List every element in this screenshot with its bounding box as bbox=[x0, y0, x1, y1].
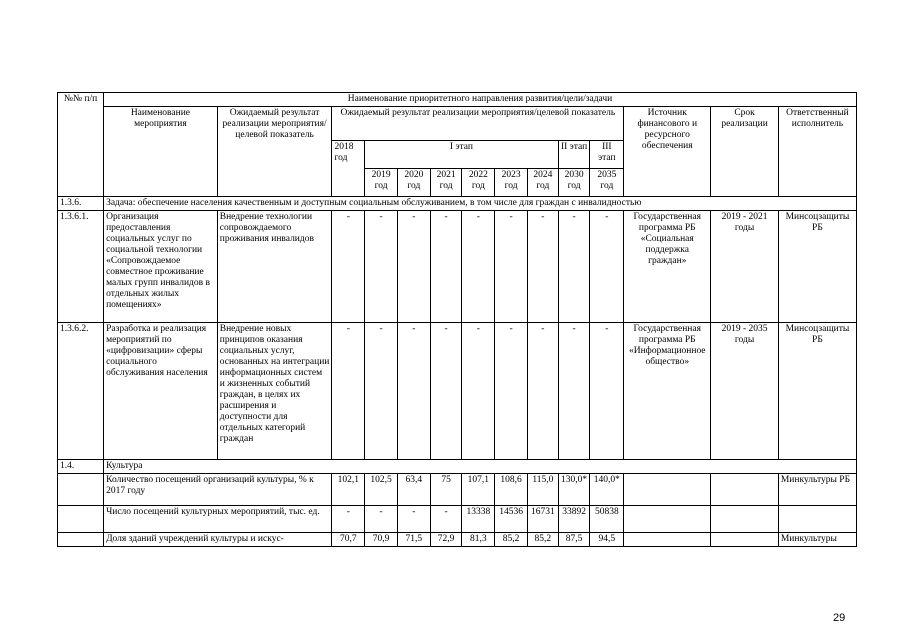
value-cell: - bbox=[430, 506, 462, 533]
value-cell: 16731 bbox=[528, 506, 559, 533]
header-year-2020: 2020 год bbox=[397, 169, 430, 197]
funding-source: Государственная программа РБ «Социальная поддержка граждан» bbox=[624, 211, 711, 323]
value-cell: - bbox=[397, 323, 430, 460]
value-cell: - bbox=[558, 211, 590, 323]
value-cell: 107,1 bbox=[462, 474, 495, 506]
header-source: Источник финансового и ресурсного обеспечения bbox=[624, 107, 711, 197]
header-direction: Наименование приоритетного направления развития/цели/задачи bbox=[104, 93, 857, 107]
table-row bbox=[58, 533, 857, 547]
header-year-2035: 2035 год bbox=[590, 169, 624, 197]
value-cell: 33892 bbox=[558, 506, 590, 533]
value-cell: - bbox=[462, 323, 495, 460]
implementation-period: 2019 - 2021 годы bbox=[711, 211, 779, 323]
value-cell: - bbox=[590, 323, 624, 460]
section-number: 1.4. bbox=[58, 460, 104, 474]
value-cell: 72,9 bbox=[430, 533, 462, 547]
funding-source: Государственная программа РБ «Информационное общество» bbox=[624, 323, 711, 460]
value-cell: 140,0* bbox=[590, 474, 624, 506]
header-year-2018: 2018 год bbox=[332, 141, 365, 197]
value-cell: 70,7 bbox=[332, 533, 365, 547]
responsible-executor: Минсоцзащиты РБ bbox=[778, 211, 856, 323]
value-cell: - bbox=[332, 211, 365, 323]
task-number: 1.3.6. bbox=[58, 197, 104, 211]
header-period: Срок реализации bbox=[711, 107, 779, 197]
value-cell: 130,0* bbox=[558, 474, 590, 506]
header-stage-1: I этап bbox=[365, 141, 559, 169]
value-cell: - bbox=[332, 506, 365, 533]
empty-cell bbox=[58, 474, 104, 506]
value-cell: 63,4 bbox=[397, 474, 430, 506]
value-cell: 71,5 bbox=[397, 533, 430, 547]
implementation-period: 2019 - 2035 годы bbox=[711, 323, 779, 460]
responsible-executor: Минкультуры РБ bbox=[778, 474, 856, 506]
header-year-2021: 2021 год bbox=[430, 169, 462, 197]
value-cell: - bbox=[558, 323, 590, 460]
value-cell: - bbox=[365, 506, 398, 533]
value-cell: - bbox=[495, 323, 528, 460]
header-year-2023: 2023 год bbox=[495, 169, 528, 197]
header-stage-2: II этап bbox=[558, 141, 590, 169]
header-expected-result: Ожидаемый результат реализации мероприятия/целевой показатель bbox=[217, 107, 332, 197]
task-text: Задача: обеспечение населения качественным и доступным социальным обслуживанием, в том числе для граждан с инвалидностью bbox=[104, 197, 857, 211]
value-cell: 102,5 bbox=[365, 474, 398, 506]
value-cell: 94,5 bbox=[590, 533, 624, 547]
empty-cell bbox=[58, 506, 104, 533]
table-row bbox=[58, 506, 857, 533]
implementation-period bbox=[711, 533, 779, 547]
header-num: №№ п/п bbox=[58, 93, 104, 197]
value-cell: 81,3 bbox=[462, 533, 495, 547]
value-cell: 70,9 bbox=[365, 533, 398, 547]
value-cell: - bbox=[528, 323, 559, 460]
value-cell: - bbox=[365, 211, 398, 323]
value-cell: - bbox=[397, 506, 430, 533]
table-row bbox=[58, 211, 857, 323]
implementation-period bbox=[711, 474, 779, 506]
value-cell: - bbox=[590, 211, 624, 323]
value-cell: 85,2 bbox=[495, 533, 528, 547]
value-cell: 108,6 bbox=[495, 474, 528, 506]
table-row bbox=[58, 323, 857, 460]
responsible-executor: Минкультуры bbox=[778, 533, 856, 547]
value-cell: - bbox=[365, 323, 398, 460]
value-cell: - bbox=[528, 211, 559, 323]
indicator-name: Количество посещений организаций культуры, % к 2017 году bbox=[104, 474, 332, 506]
header-event-name: Наименование мероприятия bbox=[104, 107, 218, 197]
value-cell: 115,0 bbox=[528, 474, 559, 506]
value-cell: 85,2 bbox=[528, 533, 559, 547]
value-cell: 75 bbox=[430, 474, 462, 506]
funding-source bbox=[624, 474, 711, 506]
plan-table bbox=[57, 92, 857, 547]
value-cell: - bbox=[332, 323, 365, 460]
responsible-executor bbox=[778, 506, 856, 533]
value-cell: - bbox=[430, 323, 462, 460]
value-cell: 14536 bbox=[495, 506, 528, 533]
responsible-executor: Минсоцзащиты РБ bbox=[778, 323, 856, 460]
header-expected-result-span: Ожидаемый результат реализации мероприятия/целевой показатель bbox=[332, 107, 624, 141]
page-number: 29 bbox=[833, 612, 846, 624]
value-cell: - bbox=[397, 211, 430, 323]
event-name: Организация предоставления социальных услуг по социальной технологии «Сопровождаемое совместное проживание малых групп инвалидов в отдельных жилых помещениях» bbox=[104, 211, 218, 323]
header-year-2030: 2030 год bbox=[558, 169, 590, 197]
empty-cell bbox=[58, 533, 104, 547]
value-cell: - bbox=[430, 211, 462, 323]
value-cell: 50838 bbox=[590, 506, 624, 533]
row-number: 1.3.6.2. bbox=[58, 323, 104, 460]
value-cell: - bbox=[462, 211, 495, 323]
header-stage-3: III этап bbox=[590, 141, 624, 169]
event-name: Разработка и реализация мероприятий по «цифровизации» сферы социального обслуживания населения bbox=[104, 323, 218, 460]
funding-source bbox=[624, 506, 711, 533]
value-cell: - bbox=[495, 211, 528, 323]
header-year-2022: 2022 год bbox=[462, 169, 495, 197]
row-number: 1.3.6.1. bbox=[58, 211, 104, 323]
value-cell: 102,1 bbox=[332, 474, 365, 506]
implementation-period bbox=[711, 506, 779, 533]
funding-source bbox=[624, 533, 711, 547]
header-responsible: Ответственный исполнитель bbox=[778, 107, 856, 197]
header-year-2019: 2019 год bbox=[365, 169, 398, 197]
expected-result: Внедрение технологии сопровождаемого проживания инвалидов bbox=[217, 211, 332, 323]
indicator-name: Число посещений культурных мероприятий, тыс. ед. bbox=[104, 506, 332, 533]
expected-result: Внедрение новых принципов оказания социальных услуг, основанных на интеграции информационных систем и жизненных событий граждан, в целях их расширения и доступности для отдельных категорий граждан bbox=[217, 323, 332, 460]
indicator-name: Доля зданий учреждений культуры и искус- bbox=[104, 533, 332, 547]
value-cell: 13338 bbox=[462, 506, 495, 533]
table-row bbox=[58, 474, 857, 506]
section-title: Культура bbox=[104, 460, 857, 474]
value-cell: 87,5 bbox=[558, 533, 590, 547]
header-year-2024: 2024 год bbox=[528, 169, 559, 197]
